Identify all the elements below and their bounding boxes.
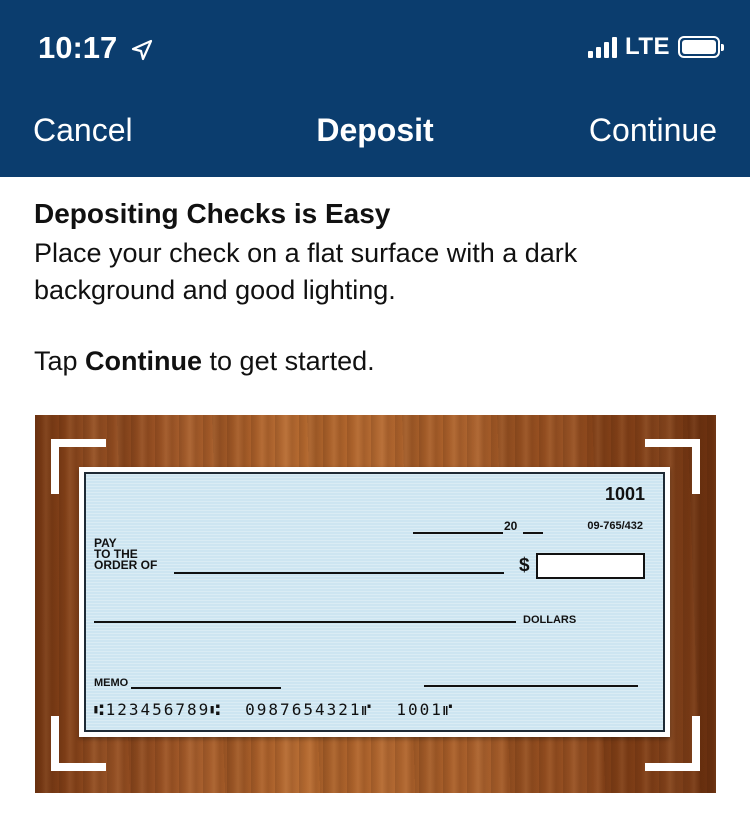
sample-check [79,467,670,737]
memo-label: MEMO [94,677,129,689]
tap-suffix: to get started. [202,346,375,376]
tap-continue-instruction [34,343,724,380]
signal-bars-icon [588,36,617,58]
memo-line [131,687,281,689]
written-amount-line [94,621,516,623]
location-arrow-icon [130,38,154,62]
amount-box [536,553,645,579]
pay-to-order-label: PAY TO THE ORDER OF [94,536,158,572]
dollars-label: DOLLARS [523,614,577,626]
page-title: Deposit [316,112,434,148]
instructions [34,195,724,380]
instructions-heading: Depositing Checks is Easy [34,198,391,229]
network-type: LTE [624,33,670,60]
signature-line [424,685,638,687]
tap-continue-bold: Continue [85,346,203,376]
check-number: 1001 [604,484,645,504]
date-prefix: 20 [504,519,518,533]
instructions-description: Place your check on a flat surface with a dark background and good lighting. [34,238,578,305]
status-bar-indicators [588,33,720,61]
status-bar-time [38,30,154,66]
status-time-text: 10:17 [38,30,118,65]
top-header [0,0,750,177]
date-line [413,532,503,534]
continue-button[interactable]: Continue [588,112,717,148]
dollar-sign: $ [519,555,530,576]
date-year-line [523,532,543,534]
check-face [84,472,665,732]
check-routing-fraction: 09-765/432 [587,520,643,532]
cancel-button[interactable]: Cancel [33,112,133,148]
check-example-image [35,415,716,793]
payee-line [174,572,504,574]
tap-prefix: Tap [34,346,86,376]
battery-icon [678,36,720,58]
micr-line: ⑆123456789⑆ 0987654321⑈ 1001⑈ [94,700,455,719]
